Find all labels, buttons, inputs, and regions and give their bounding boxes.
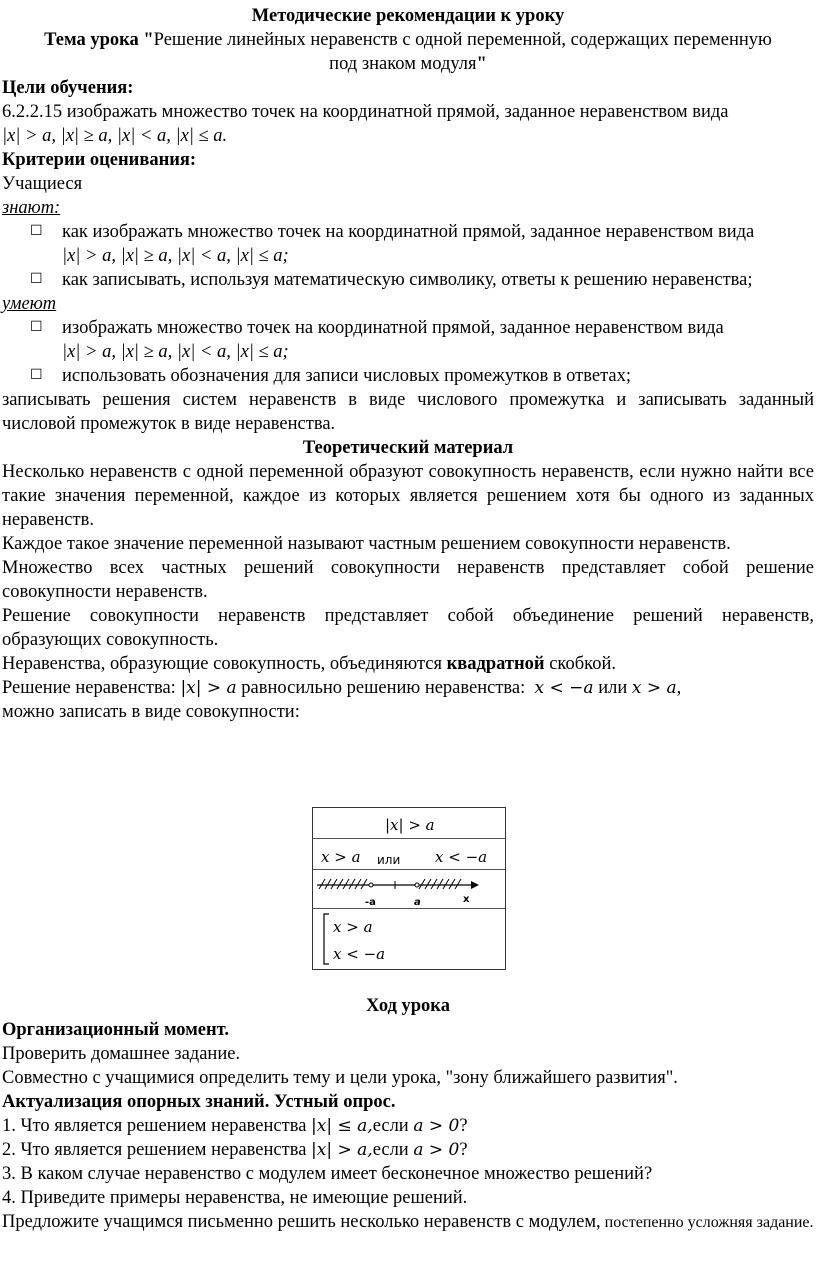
theory-paragraph: Каждое такое значение переменной называют частным решением совокупности неравенств. [2,534,731,554]
figure-system-line1: x > a [333,918,373,936]
q2-if: если [372,1140,414,1160]
figure-abs-formula: |x| > a [385,816,435,834]
can-item [2,316,814,364]
figure-or-word: или [377,853,401,867]
can-item-text: использовать обозначения для записи числовых промежутков в ответах; [62,366,632,386]
students-label: Учащиеся [2,174,83,194]
doc-title: Методические рекомендации к уроку [251,6,565,26]
theory-p6-b: равносильно решению неравенства: [236,678,530,698]
question-4: 4. Приведите примеры неравенства, не имеющие решений. [2,1188,468,1208]
lesson-line: Совместно с учащимися определить тему и цели урока, "зону ближайшего развития". [2,1068,678,1088]
can-item-text: изображать множество точек на координатной прямой, заданное неравенством вида [62,318,724,338]
criteria-heading: Критерии оценивания: [2,150,197,170]
know-item-text: как записывать, используя математическую символику, ответы к решению неравенства; [62,270,753,290]
criteria-extra: записывать решения систем неравенств в виде числового промежутка и записывать заданный числовой промежуток в виде неравенства. [2,390,814,434]
theory-heading: Теоретический материал [302,438,514,458]
math-abs-x-gt-a: |x| > a [180,678,237,698]
q2-math: |x| > a, [311,1140,373,1160]
theory-paragraph [2,676,814,700]
know-item-formula: |x| > a, |x| ≥ a, |x| < a, |x| ≤ a; [62,246,289,266]
axis-label-x: x [463,894,470,905]
inequality-figure [312,807,506,970]
topic-label: Тема урока " [44,30,154,50]
q2-text: 2. Что является решением неравенства [2,1140,312,1160]
know-item [2,268,814,292]
q1-qmark: ? [459,1116,468,1136]
goals-forms: |x| > a, |x| ≥ a, |x| < a, |x| ≤ a. [2,126,228,146]
can-item-formula: |x| > a, |x| ≥ a, |x| < a, |x| ≤ a; [62,342,289,362]
know-item-text: как изображать множество точек на координатной прямой, заданное неравенством вида [62,222,755,242]
figure-system-line2: x < −a [333,945,386,963]
theory-p6-a: Решение неравенства: [2,678,181,698]
goals-code: 6.2.2.15 изображать множество точек на координатной прямой, заданное неравенством вида [2,102,729,122]
question-3: 3. В каком случае неравенство с модулем имеет бесконечное множество решений? [2,1164,653,1184]
theory-paragraph [2,652,814,676]
theory-p5-bold: квадратной [446,654,545,674]
q2-cond: a > 0 [413,1140,460,1160]
can-item [2,364,814,388]
checkbox-bullet-icon: ☐ [30,320,43,335]
theory-p5-c: скобкой. [544,654,616,674]
figure-x-lt-neg-a: x < −a [435,848,488,866]
q1-if: если [372,1116,414,1136]
final-text-a: Предложите учащимся письменно решить несколько неравенств с модулем, [2,1212,601,1232]
q1-cond: a > 0 [413,1116,460,1136]
theory-p5-a: Неравенства, образующие совокупность, объединяются [2,654,447,674]
math-x-lt-neg-a: x < −a [534,678,594,698]
figure-row-abs [313,808,505,839]
topic-close: " [476,54,487,74]
lesson-heading: Ход урока [366,996,450,1016]
axis-label-a: a [414,897,421,908]
topic-text: Решение линейных неравенств с одной переменной, содержащих переменную под знаком модуля [153,30,772,74]
axis-label-neg-a: -a [365,897,376,908]
theory-paragraph: Множество всех частных решений совокупности неравенств представляет собой решение совокупности неравенств. [2,558,814,602]
know-label: знают: [2,198,61,218]
checkbox-bullet-icon: ☐ [30,224,43,239]
lesson-line: Проверить домашнее задание. [2,1044,241,1064]
can-label: умеют [2,294,57,314]
actualization-heading: Актуализация опорных знаний. Устный опрос. [2,1092,396,1112]
math-x-gt-a: x > a [631,678,677,698]
lesson-topic [2,28,814,76]
figure-row-axis [313,870,505,909]
final-text-b: постепенно усложняя задание. [600,1214,814,1231]
goals-heading: Цели обучения: [2,78,134,98]
q1-text: 1. Что является решением неравенства [2,1116,312,1136]
q1-math: |x| ≤ a, [311,1116,373,1136]
checkbox-bullet-icon: ☐ [30,368,43,383]
checkbox-bullet-icon: ☐ [30,272,43,287]
know-item [2,220,814,268]
theory-p6-c: или [593,678,632,698]
theory-paragraph: можно записать в виде совокупности: [2,702,300,722]
figure-x-gt-a: x > a [321,848,361,866]
q2-qmark: ? [459,1140,468,1160]
theory-paragraph: Несколько неравенств с одной переменной образуют совокупность неравенств, если нужно найти все такие значения переменной, каждое из которых является решением хотя бы одного из заданных неравенств. [2,462,814,530]
question-1 [2,1114,814,1138]
figure-row-system [313,909,505,969]
theory-paragraph: Решение совокупности неравенств представляет собой объединение решений неравенств, образующих совокупность. [2,606,814,650]
org-moment: Организационный момент. [2,1020,229,1040]
theory-p6-d: , [676,678,682,698]
number-line-graphic [313,870,505,908]
lesson-section [2,994,814,1235]
figure-row-split [313,839,505,870]
final-instruction [2,1210,814,1235]
question-2 [2,1138,814,1162]
document-page [2,0,814,724]
